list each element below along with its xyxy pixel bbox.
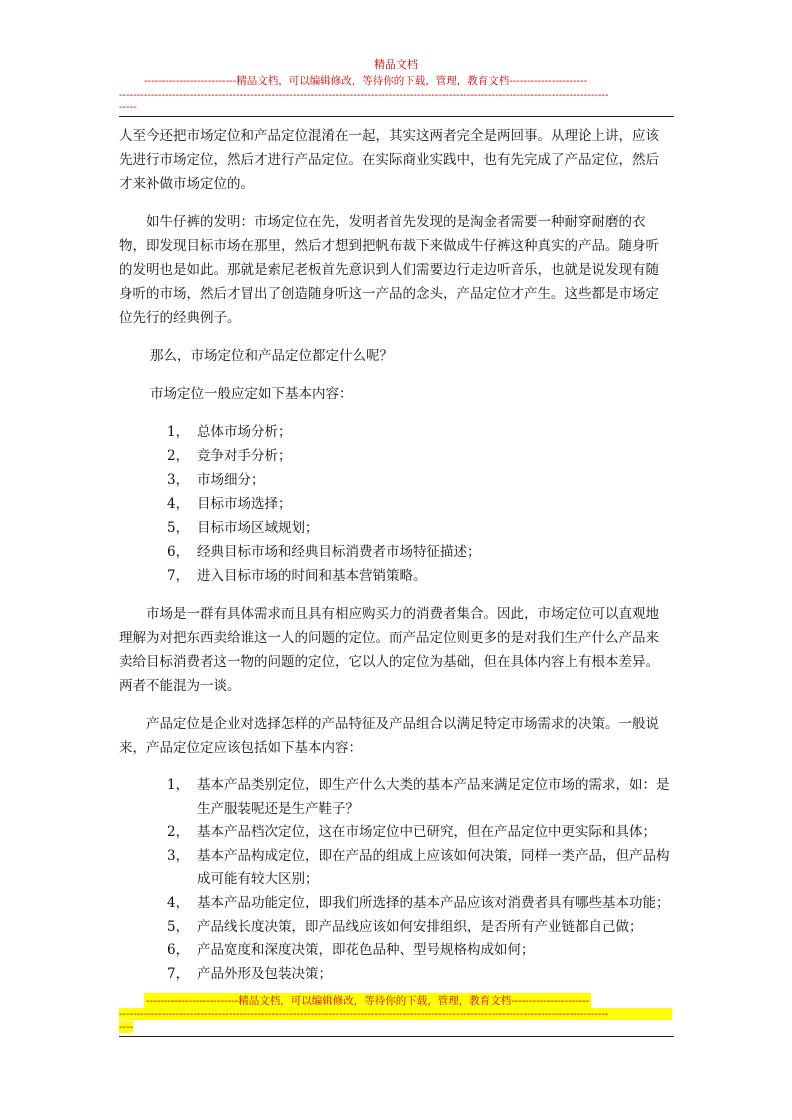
header-rule: [119, 116, 674, 117]
list-item: 6， 产品宽度和深度决策，即花色品种、型号规格构成如何；: [167, 942, 535, 959]
list-item: 5， 目标市场区域规划；: [167, 520, 319, 536]
list-item: 3， 市场细分；: [167, 472, 265, 488]
header-title: 精品文档: [374, 58, 418, 71]
market-positioning-list: [119, 420, 672, 588]
header-dash-tail: -----: [119, 101, 137, 113]
product-positioning-list: [119, 774, 672, 986]
header-dash-line: ------------------------------------------------------------------------------------------------------------------------------------------: [119, 89, 609, 101]
paragraph-6: 产品定位是企业对选择怎样的产品特征及产品组合以满足特定市场需求的决策。一般说来，产品定位定应该包括如下基本内容：: [119, 716, 659, 756]
list-item: 1， 总体市场分析；: [167, 424, 292, 440]
footer-banner: --------------------------精品文档，可以编辑修改，等待你的下载，管理，教育文档----------------------: [146, 995, 590, 1007]
list-item: 6， 经典目标市场和经典目标消费者市场特征描述；: [167, 544, 481, 560]
document-body: [119, 124, 672, 986]
paragraph-4: 市场定位一般应定如下基本内容：: [150, 386, 353, 402]
paragraph-5: 市场是一群有具体需求而且具有相应购买力的消费者集合。因此，市场定位可以直观地理解为对把东西卖给谁这一人的问题的定位。而产品定位则更多的是对我们生产什么产品来卖给目标消费者这一物的问题的定位，它以人的定位为基础，但在具体内容上有根本差异。两者不能混为一谈。: [119, 606, 659, 694]
paragraph-3: 那么，市场定位和产品定位都定什么呢？: [150, 348, 393, 364]
footer-rule: [119, 1036, 674, 1037]
list-item: 1， 基本产品类别定位，即生产什么大类的基本产品来满足定位市场的需求，如：是生产服装呢还是生产鞋子？: [167, 777, 670, 817]
list-item: 2， 基本产品档次定位，这在市场定位中已研究，但在产品定位中更实际和具体；: [167, 824, 656, 841]
footer-dash-tail: ----: [119, 1021, 134, 1033]
header-banner: --------------------------精品文档，可以编辑修改，等待你的下载，管理，教育文档----------------------: [144, 75, 588, 87]
paragraph-2: 如牛仔裤的发明：市场定位在先，发明者首先发现的是淘金者需要一种耐穿耐磨的衣物，即发现目标市场在那里，然后才想到把帆布裁下来做成牛仔裤这种真实的产品。随身听的发明也是如此。那就是索尼老板首先意识到人们需要边行走边听音乐，也就是说发现有随身听的市场，然后才冒出了创造随身听这一产品的念头，产品定位才产生。这些都是市场定位先行的经典例子。: [119, 214, 659, 326]
list-item: 3， 基本产品构成定位，即在产品的组成上应该如何决策，同样一类产品，但产品构成可能有较大区别；: [167, 847, 670, 888]
list-item: 5， 产品线长度决策，即产品线应该如何安排组织，是否所有产业链都自己做；: [167, 918, 643, 935]
list-item: 7， 进入目标市场的时间和基本营销策略。: [167, 568, 427, 584]
list-item: 7， 产品外形及包装决策；: [167, 965, 332, 982]
list-item: 4， 目标市场选择；: [167, 496, 292, 512]
list-item: 2， 竞争对手分析；: [167, 448, 292, 464]
paragraph-1: 人至今还把市场定位和产品定位混淆在一起，其实这两者完全是两回事。从理论上讲，应该先进行市场定位，然后才进行产品定位。在实际商业实践中，也有先完成了产品定位，然后才来补做市场定位的。: [119, 128, 659, 192]
footer-dash-line: ------------------------------------------------------------------------------------------------------------------------------------------: [119, 1008, 672, 1020]
list-item: 4， 基本产品功能定位，即我们所选择的基本产品应该对消费者具有哪些基本功能；: [167, 894, 670, 911]
